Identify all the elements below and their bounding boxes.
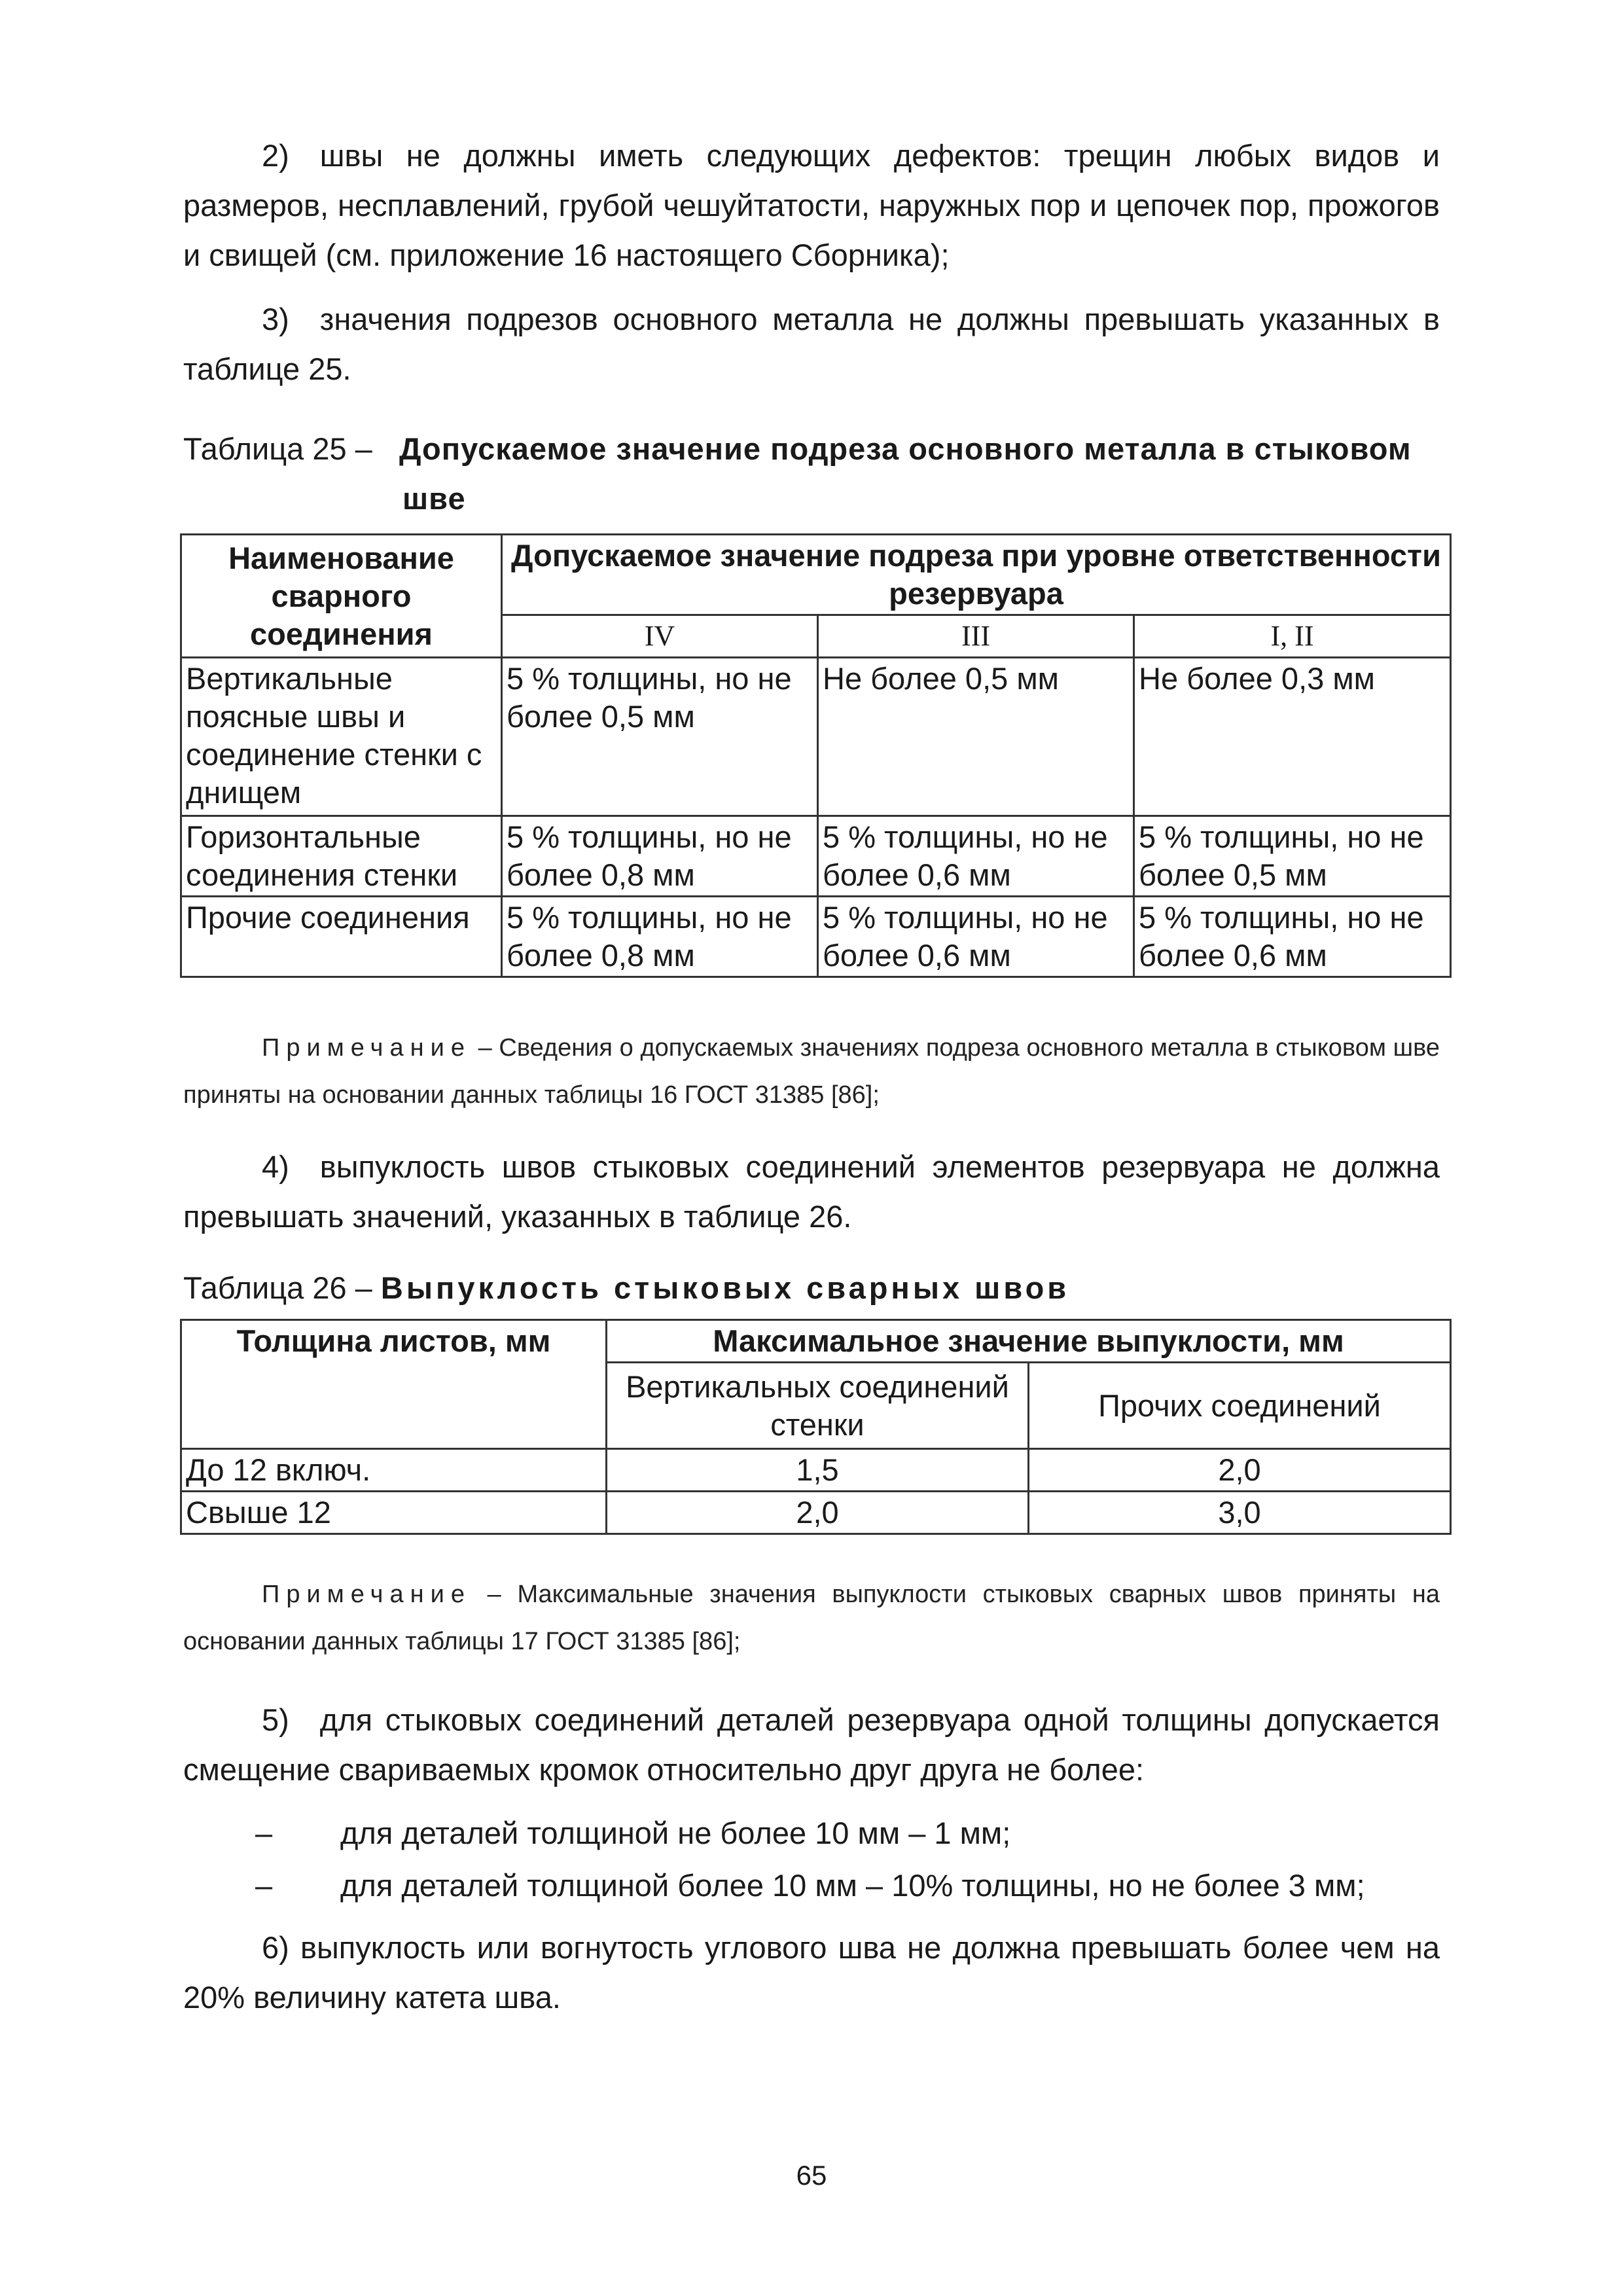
table-25-cell-iii: 5 % толщины, но не более 0,6 мм	[818, 897, 1134, 977]
table-26-sub-vertical: Вертикальных соединений стенки	[607, 1363, 1029, 1449]
dash-marker: –	[255, 1816, 273, 1850]
table-row	[181, 1449, 1451, 1492]
list-item	[255, 1861, 1440, 1910]
table-25-header-group: Допускаемое значение подреза при уровне ответственности резервуара	[502, 535, 1451, 615]
table-25-caption-title: Допускаемое значение подреза основного металла в стыковом	[399, 431, 1412, 466]
item-2-paragraph: 2) швы не должны иметь следующих дефектов: трещин любых видов и размеров, несплавлений, грубой чешуйтатости, наружных пор и цепочек пор, прожогов и свищей (см. приложение 16 настоящего Сборника);	[183, 138, 1440, 272]
item-5-paragraph: 5) для стыковых соединений деталей резервуара одной толщины допускается смещение свариваемых кромок относительно друг друга не более:	[183, 1702, 1440, 1787]
table-25-cell-iv: 5 % толщины, но не более 0,8 мм	[502, 897, 818, 977]
dash-item-2-text: для деталей толщиной более 10 мм – 10% толщины, но не более 3 мм;	[340, 1868, 1365, 1903]
item-3-paragraph: 3) значения подрезов основного металла не должны превышать указанных в таблице 25.	[183, 302, 1440, 386]
table-25-caption-title-cont: шве	[402, 481, 466, 516]
table-row	[181, 1492, 1451, 1534]
table-25-level-iv: IV	[502, 615, 818, 658]
table-25	[180, 533, 1452, 978]
table-25-level-i-ii: I, II	[1134, 615, 1451, 658]
table-26	[180, 1319, 1452, 1535]
table-25-caption-lead: Таблица 25 –	[183, 431, 372, 466]
table-25-level-iii: III	[818, 615, 1134, 658]
table-25-cell-name: Прочие соединения	[181, 897, 502, 977]
table-26-note-text: – Максимальные значения выпуклости стыковых сварных швов приняты на основании данных таблицы 17 ГОСТ 31385 [86];	[183, 1581, 1440, 1655]
dash-marker: –	[255, 1868, 273, 1903]
table-25-cell-iii: 5 % толщины, но не более 0,6 мм	[818, 816, 1134, 897]
table-25-caption	[183, 424, 1440, 524]
table-25-note-text: – Сведения о допускаемых значениях подреза основного металла в стыковом шве приняты на основании данных таблицы 16 ГОСТ 31385 [86];	[183, 1034, 1440, 1109]
table-25-cell-name: Горизонтальные соединения стенки	[181, 816, 502, 897]
table-26-caption-title: Выпуклость стыковых сварных швов	[380, 1270, 1070, 1305]
table-25-cell-i-ii: 5 % толщины, но не более 0,5 мм	[1134, 816, 1451, 897]
table-26-cell-vertical: 2,0	[607, 1492, 1029, 1534]
table-26-note	[183, 1571, 1440, 1665]
table-26-caption-lead: Таблица 26 –	[183, 1270, 372, 1305]
dash-item-1-text: для деталей толщиной не более 10 мм – 1 мм;	[340, 1816, 1011, 1850]
list-item	[255, 1808, 1440, 1858]
table-26-sub-other: Прочих соединений	[1029, 1363, 1451, 1449]
table-25-cell-iv: 5 % толщины, но не более 0,5 мм	[502, 658, 818, 816]
item-6-paragraph: 6) выпуклость или вогнутость углового шва не должна превышать более чем на 20% величину катета шва.	[183, 1930, 1440, 2015]
table-26-cell-thickness: Свыше 12	[181, 1492, 607, 1534]
table-26-cell-thickness: До 12 включ.	[181, 1449, 607, 1492]
table-25-note	[183, 1024, 1440, 1119]
table-26-header-group: Максимальное значение выпуклости, мм	[607, 1320, 1451, 1363]
table-25-note-label: Примечание	[262, 1034, 471, 1062]
table-row	[181, 658, 1451, 816]
table-25-cell-iii: Не более 0,5 мм	[818, 658, 1134, 816]
table-26-cell-vertical: 1,5	[607, 1449, 1029, 1492]
table-25-cell-name: Вертикальные поясные швы и соединение стенки с днищем	[181, 658, 502, 816]
table-26-caption	[183, 1263, 1440, 1313]
table-25-cell-i-ii: Не более 0,3 мм	[1134, 658, 1451, 816]
table-row	[181, 816, 1451, 897]
table-26-cell-other: 3,0	[1029, 1492, 1451, 1534]
table-26-header-thickness: Толщина листов, мм	[181, 1320, 607, 1449]
table-25-cell-i-ii: 5 % толщины, но не более 0,6 мм	[1134, 897, 1451, 977]
table-row	[181, 897, 1451, 977]
table-25-header-name: Наименование сварного соединения	[181, 535, 502, 658]
item-4-paragraph: 4) выпуклость швов стыковых соединений элементов резервуара не должна превышать значений, указанных в таблице 26.	[183, 1149, 1440, 1234]
table-26-note-label: Примечание	[262, 1581, 471, 1608]
page-number: 65	[796, 2160, 827, 2191]
table-25-cell-iv: 5 % толщины, но не более 0,8 мм	[502, 816, 818, 897]
table-26-cell-other: 2,0	[1029, 1449, 1451, 1492]
